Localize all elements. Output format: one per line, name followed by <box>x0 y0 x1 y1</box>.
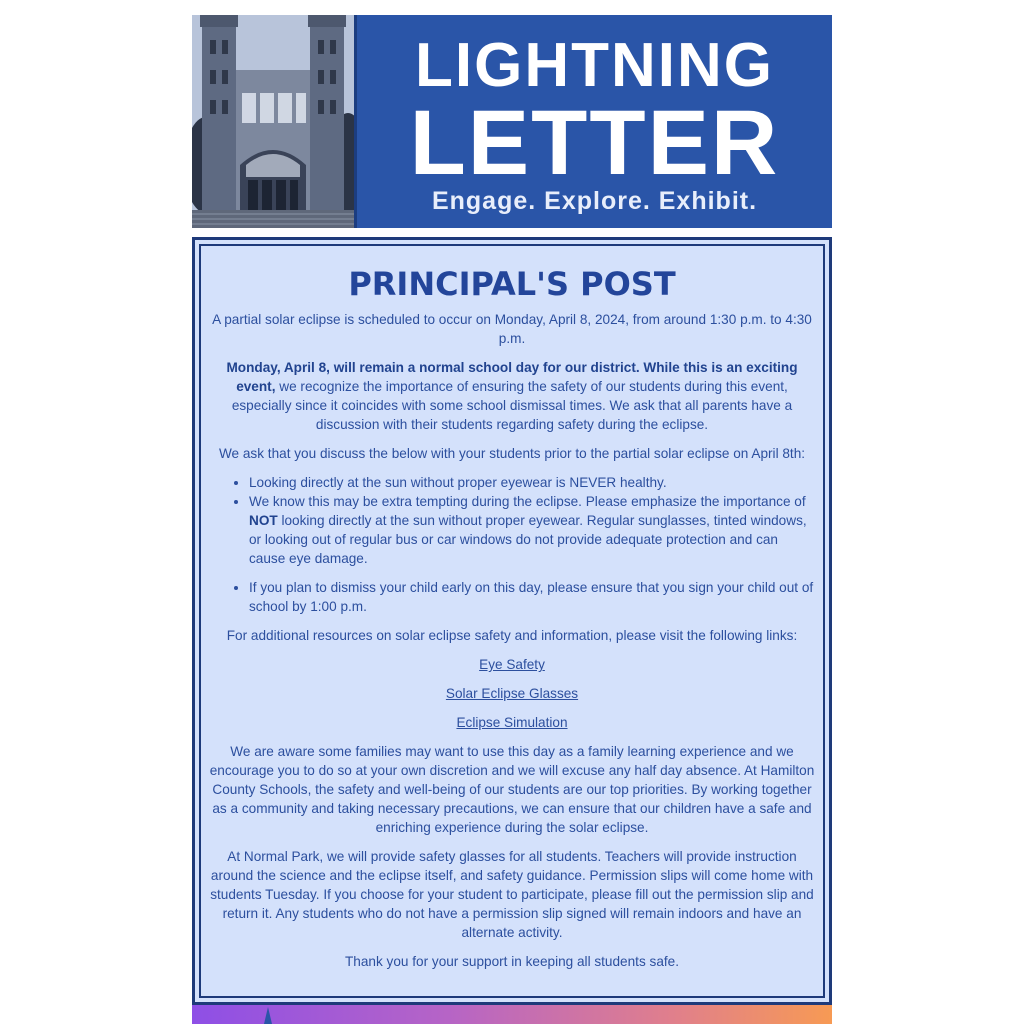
principals-post-panel <box>192 237 832 1005</box>
eclipse-simulation-link[interactable]: Eclipse Simulation <box>456 715 568 730</box>
bullet-emphasis: NOT <box>249 513 278 528</box>
eye-safety-link[interactable]: Eye Safety <box>479 657 545 672</box>
link-row <box>209 684 815 703</box>
brand-tagline: Engage. Explore. Exhibit. <box>431 187 758 215</box>
post-title: PRINCIPAL'S POST <box>348 265 676 303</box>
safety-bullet-list <box>209 473 815 616</box>
bullet-item: • Looking directly at the sun without proper eyewear is NEVER healthy. <box>249 473 815 492</box>
brand-line-lightning: LIGHTNING <box>415 31 774 100</box>
newsletter-header <box>192 15 832 228</box>
lightning-bolt-icon <box>264 1007 272 1024</box>
paragraph-resources-intro: For additional resources on solar eclipse safety and information, please visit the following links: <box>226 628 798 643</box>
paragraph-discuss-intro: We ask that you discuss the below with your students prior to the partial solar eclipse on April 8th: <box>218 446 806 461</box>
post-content <box>209 264 815 981</box>
solar-eclipse-glasses-link[interactable]: Solar Eclipse Glasses <box>445 686 579 701</box>
paragraph-thank-you: Thank you for your support in keeping all students safe. <box>345 954 679 969</box>
school-building-image <box>192 15 357 228</box>
paragraph-safety-text: we recognize the importance of ensuring the safety of our students during this event, especially since it coincides with some school dismissal times. We ask that all parents have a discussion with their students regarding safety during the eclipse. <box>231 379 793 432</box>
school-building-photo <box>192 15 357 228</box>
newsletter-brand <box>357 15 832 228</box>
bullet-item: • If you plan to dismiss your child early on this day, please ensure that you sign your child out of school by 1:00 p.m. <box>249 578 815 616</box>
footer-gradient-bar <box>192 1005 832 1024</box>
link-row <box>209 655 815 674</box>
bullet-item <box>249 492 815 568</box>
paragraph-normal-school-day <box>209 358 815 434</box>
bullet-text: looking directly at the sun without proper eyewear. Regular sunglasses, tinted windows, or looking out of regular bus or car windows do not provide adequate protection and can cause eye damage. <box>249 513 807 566</box>
paragraph-bold-lead: Monday, April 8, will remain a normal school day for our district. While this is an exciting event, <box>226 360 798 394</box>
brand-line-letter: LETTER <box>409 92 780 194</box>
paragraph-normal-park: At Normal Park, we will provide safety glasses for all students. Teachers will provide instruction around the science and the eclipse itself, and safety guidance. Permission slips will come home with students Tuesday. If you choose for your student to participate, please fill out the permission slip and return it. Any students who do not have a permission slip signed will remain indoors and have an alternate activity. <box>210 849 814 940</box>
link-row <box>209 713 815 732</box>
bullet-text: We know this may be extra tempting during the eclipse. Please emphasize the importance of <box>249 494 806 509</box>
paragraph-eclipse-schedule: A partial solar eclipse is scheduled to occur on Monday, April 8, 2024, from around 1:30 p.m. to 4:30 p.m. <box>212 312 812 346</box>
paragraph-family-learning: We are aware some families may want to use this day as a family learning experience and we encourage you to do so at your own discretion and we will excuse any half day absence. At Hamilton County Schools, the safety and well-being of our students are our top priorities. By working together as a community and taking necessary precautions, we can ensure that our children have a safe and enriching experience during the solar eclipse. <box>209 744 815 835</box>
